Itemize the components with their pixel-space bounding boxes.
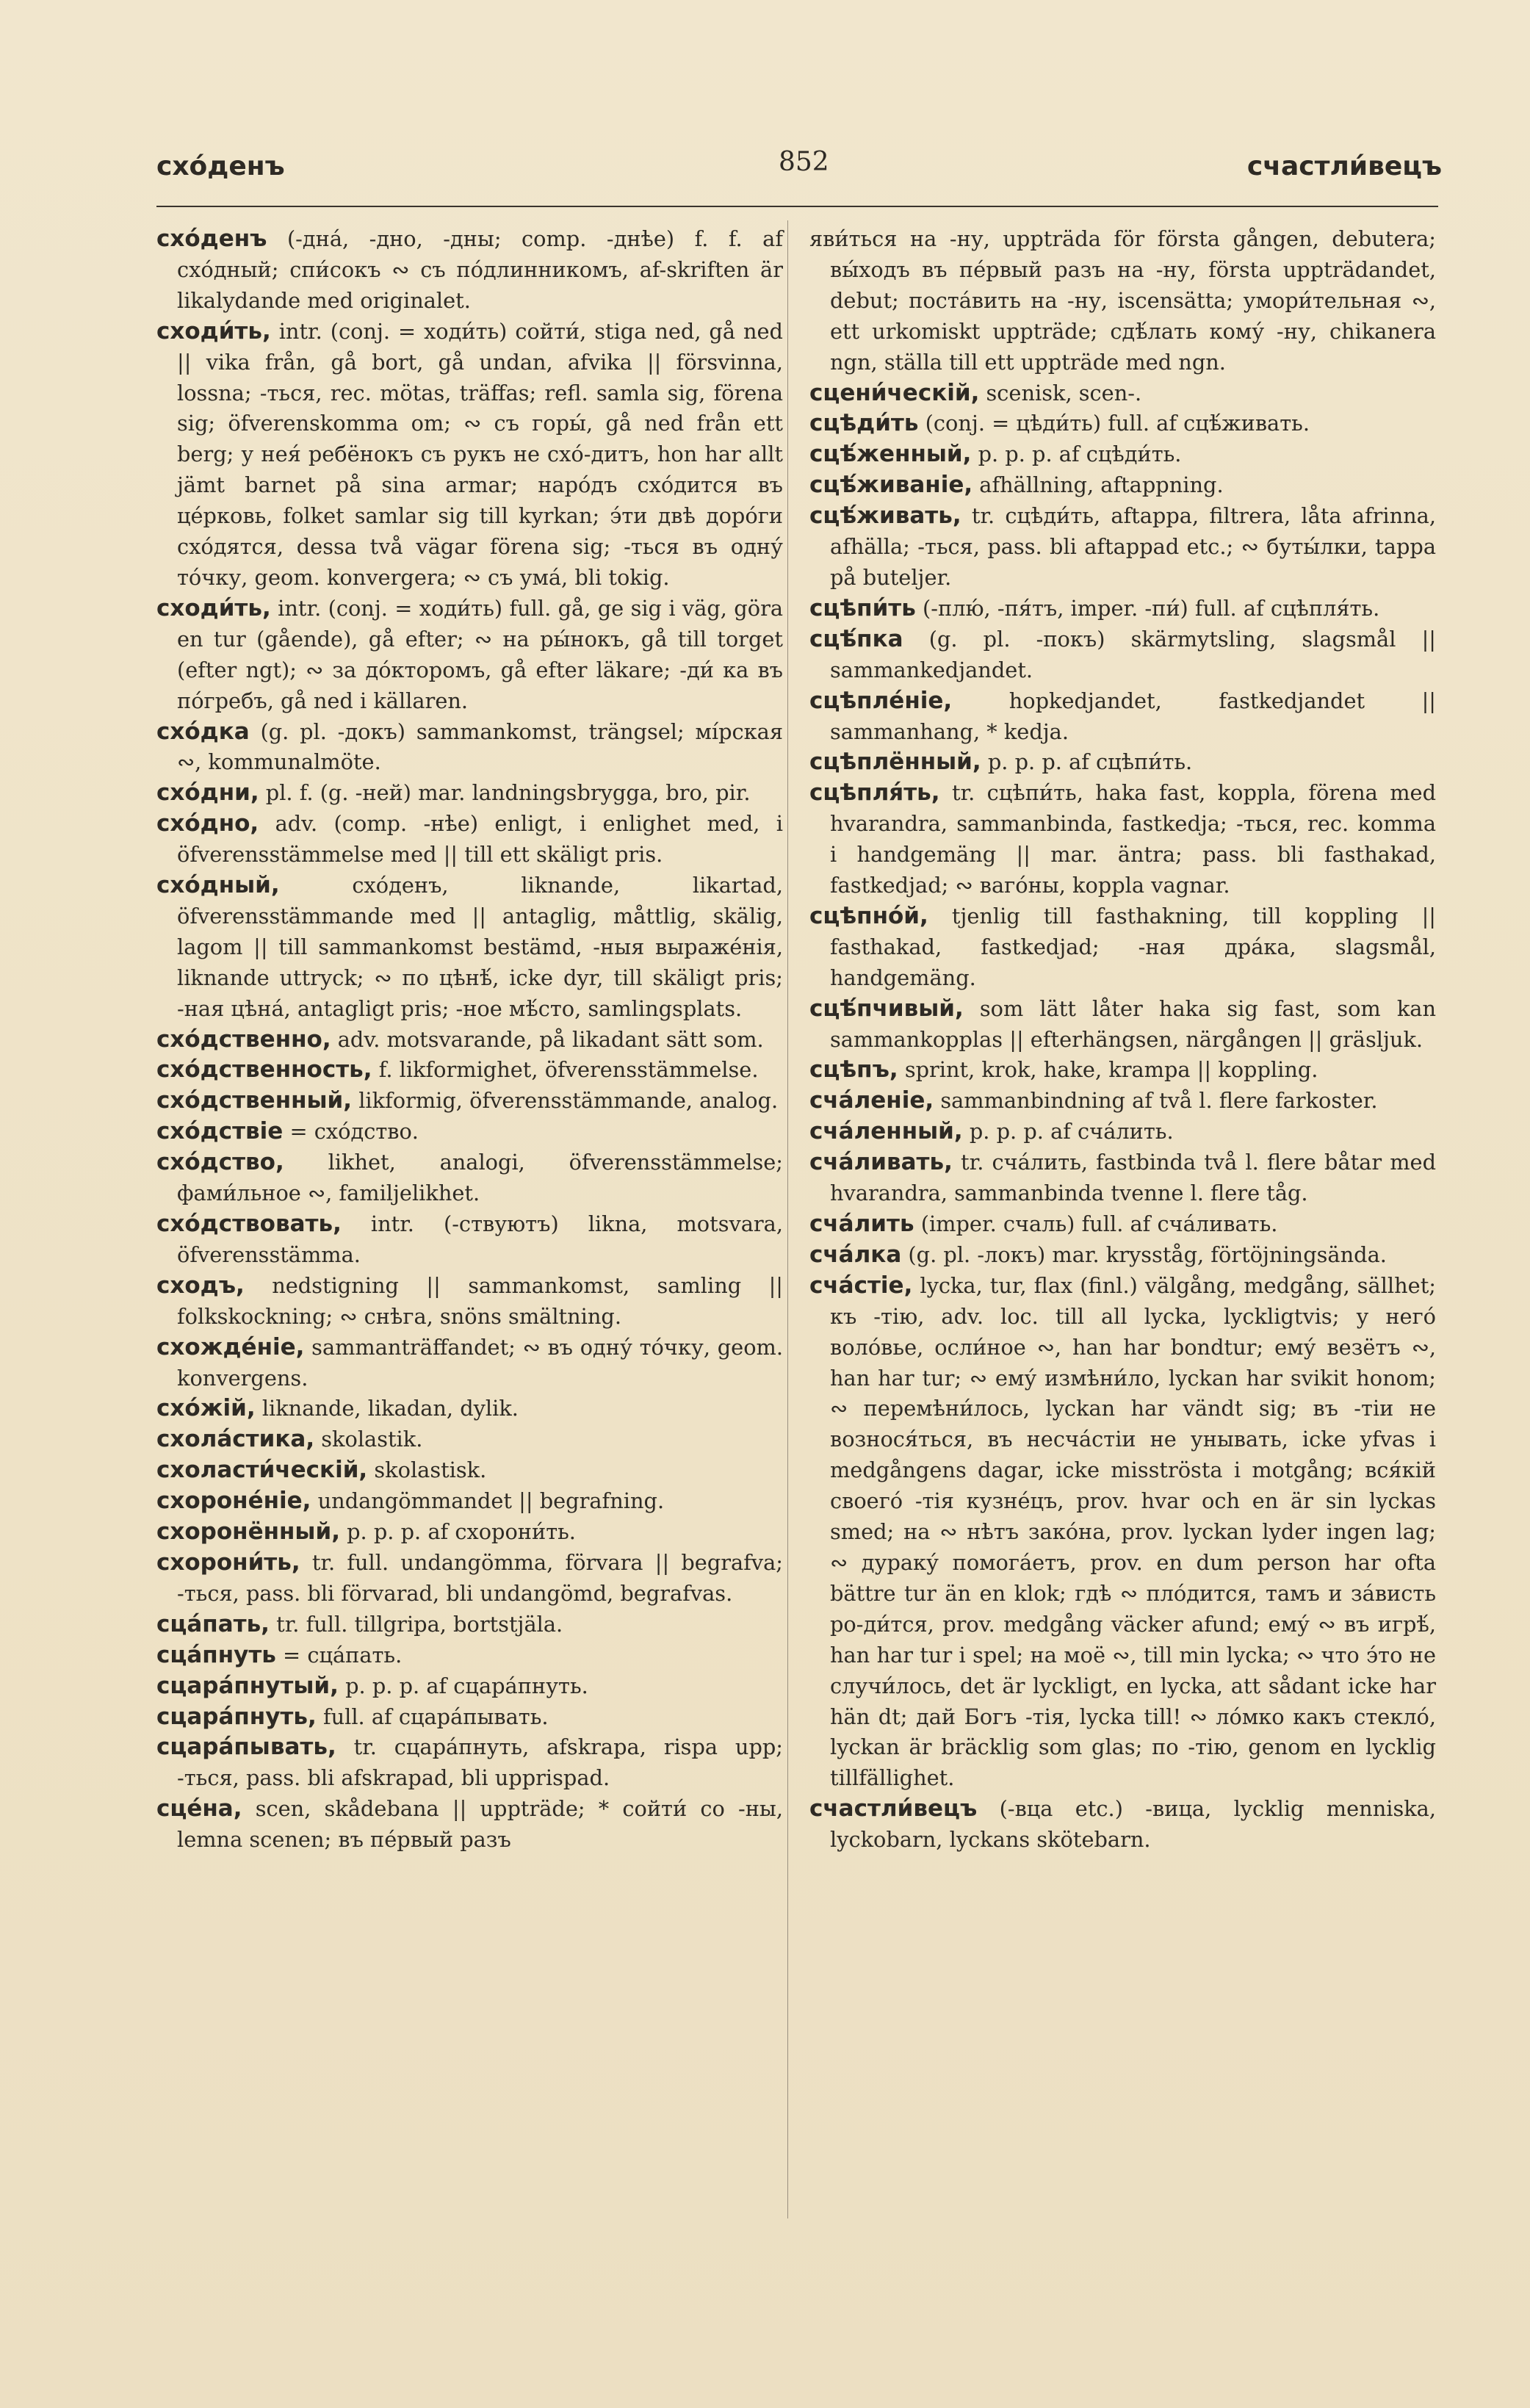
entry-headword: сходи́ть, — [156, 317, 271, 345]
dictionary-entry — [809, 408, 1436, 439]
entry-headword: схо́дствовать, — [156, 1211, 342, 1237]
dictionary-entry — [156, 1455, 783, 1486]
dictionary-entry — [156, 1025, 783, 1056]
dictionary-entry — [156, 1086, 783, 1117]
dictionary-entry — [156, 1055, 783, 1086]
entry-headword: сходъ, — [156, 1272, 245, 1299]
entry-definition: afhällning, aftappning. — [979, 472, 1224, 498]
dictionary-entry — [156, 1394, 783, 1424]
entry-headword: схорони́ть, — [156, 1549, 300, 1576]
dictionary-entry — [809, 439, 1436, 470]
entry-definition: sprint, krok, hake, krampa || koppling. — [904, 1057, 1318, 1083]
entry-headword: сча́лка — [809, 1241, 902, 1268]
entry-headword: сцара́пнутый, — [156, 1672, 339, 1699]
entry-definition: scenisk, scen-. — [986, 380, 1142, 405]
dictionary-entry — [809, 686, 1436, 748]
entry-definition: intr. (-ствуютъ) likna, motsvara, öfverensstämma. — [177, 1211, 783, 1267]
entry-definition: skolastisk. — [374, 1457, 487, 1483]
entry-headword: сча́стіе, — [809, 1272, 913, 1299]
dictionary-entry — [156, 1548, 783, 1609]
entry-headword: сцара́пнуть, — [156, 1703, 317, 1730]
dictionary-entry — [156, 224, 783, 317]
entry-headword: схо́дственность, — [156, 1056, 372, 1084]
entry-definition: likhet, analogi, öfverensstämmelse; фами́льное ∾, familjelikhet. — [177, 1150, 783, 1206]
entry-headword: сцѣплённый, — [809, 749, 981, 776]
entry-definition: (-дна́, -дно, -дны; comp. -днѣе) f. f. af схо́дный; спи́сокъ ∾ съ по́длинникомъ, af-skriften är likalydande med originalet. — [177, 226, 783, 313]
entry-headword: схола́стика, — [156, 1426, 315, 1453]
dictionary-entry — [809, 378, 1436, 409]
running-head-right: счастли́вецъ — [1246, 151, 1442, 181]
dictionary-entry — [156, 1671, 783, 1702]
entry-definition: tjenlig till fasthakning, till koppling || fasthakad, fastkedjad; -ная дра́ка, slagsmål, handgemäng. — [830, 903, 1436, 990]
page-number: 852 — [779, 147, 829, 177]
entry-definition: som lätt låter haka sig fast, som kan sammankopplas || efterhängsen, närgången || gräsljuk. — [830, 995, 1437, 1052]
dictionary-entry — [809, 501, 1436, 594]
entry-headword: сча́лить — [809, 1211, 914, 1237]
running-head-left: схо́денъ — [156, 151, 285, 181]
entry-headword: сцѣпи́ть — [809, 594, 916, 621]
entry-headword: схожде́ніе, — [156, 1333, 305, 1360]
dictionary-entry — [809, 747, 1436, 778]
dictionary-entry — [156, 870, 783, 1025]
dictionary-entry — [156, 1609, 783, 1640]
dictionary-entry — [809, 594, 1436, 624]
entry-headword: схоласти́ческій, — [156, 1457, 368, 1484]
entry-definition: hopkedjandet, fastkedjandet || sammanhang, * kedja. — [830, 688, 1436, 744]
dictionary-entry — [809, 778, 1436, 901]
dictionary-entry — [809, 470, 1436, 501]
dictionary-entry — [809, 1271, 1436, 1794]
entry-definition: = сца́пать. — [283, 1642, 403, 1668]
left-column — [156, 224, 783, 1856]
entry-headword: сцѣ́пка — [809, 625, 903, 652]
dictionary-entry — [156, 1640, 783, 1671]
entry-definition: схо́денъ, liknande, likartad, öfverensstämmande med || antaglig, måttlig, skälig, lagom || till sammankomst bestämd, -ныя выраже́нія, liknande uttryck; ∾ по цѣнѣ́, icke dyr, till skäligt pris; -ная цѣна́, antagligt pris; -ное мѣ́сто, samlingsplats. — [177, 873, 783, 1021]
entry-headword: сцѣпно́й, — [809, 902, 928, 929]
dictionary-entry — [809, 1209, 1436, 1240]
dictionary-entry — [156, 1209, 783, 1271]
entry-definition: (g. pl. -локъ) mar. krysståg, förtöjningsända. — [908, 1241, 1387, 1267]
dictionary-entry — [156, 778, 783, 809]
dictionary-entry — [156, 1333, 783, 1394]
entry-headword: сходи́ть, — [156, 594, 271, 621]
entry-headword: схо́жій, — [156, 1395, 256, 1422]
entry-headword: схо́дствіе — [156, 1118, 284, 1145]
entry-headword: сцѣди́ть — [809, 410, 919, 437]
entry-headword: сца́пать, — [156, 1610, 270, 1637]
entry-headword: сцѣпле́ніе, — [809, 687, 953, 714]
entry-headword: сча́леніе, — [809, 1087, 934, 1114]
dictionary-entry — [809, 1117, 1436, 1147]
entry-definition: p. p. p. af сча́лить. — [969, 1119, 1174, 1144]
entry-definition: tr. full. tillgripa, bortstjäla. — [276, 1611, 563, 1637]
entry-definition: (g. pl. -покъ) skärmytsling, slagsmål || sammankedjandet. — [830, 626, 1436, 682]
entry-headword: сча́ленный, — [809, 1118, 963, 1145]
entry-definition: tr. сцѣпи́ть, haka fast, koppla, förena med hvarandra, sammanbinda, fastkedja; -ться, rec. komma i handgemäng || mar. äntra; pass. bli fasthakad, fastkedjad; ∾ ваго́ны, koppla vagnar. — [830, 780, 1437, 898]
column-separator — [787, 220, 788, 2218]
entry-definition: intr. (conj. = ходи́ть) full. gå, ge sig i väg, göra en tur (gående), gå efter; ∾ на ры́нокъ, gå till torget (efter ngt); ∾ за до́кторомъ, gå efter läkare; -ди́ ка въ по́гребъ, gå ned i källaren. — [177, 595, 784, 713]
entry-definition: sammanträffandet; ∾ въ одну́ то́чку, geom. konvergens. — [177, 1334, 784, 1391]
entry-headword: схо́дство, — [156, 1149, 284, 1176]
entry-definition: nedstigning || sammankomst, samling || folkskockning; ∾ снѣга, snöns smältning. — [177, 1272, 784, 1329]
dictionary-entry — [156, 1732, 783, 1794]
entry-definition: adv. motsvarande, på likadant sätt som. — [337, 1026, 764, 1052]
entry-definition: lycka, tur, flax (finl.) välgång, medgång, sällhet; къ -тію, adv. loc. till all lycka, lyckligtvis; у него́ воло́вье, осли́ное ∾, han har bondtur; ему́ везётъ ∾, han har tur; ∾ ему́ измѣни́ло, lyckan har svikit honom; ∾ перемѣни́лось, lyckan har vändt sig; въ -тіи не вознося́ться, въ несча́стіи не унывать, icke yfvas i medgångens dagar, icke misströsta i motgång; вся́кій своего́ -тія кузне́цъ, prov. hvar och en är sin lyckas smed; на ∾ нѣтъ зако́на, prov. lyckan lyder ingen lag; ∾ дураку́ помога́етъ, prov. en dum person har ofta bättre tur än en klok; гдѣ ∾ пло́дится, тамъ и за́висть ро-ди́тся, prov. medgång väcker afund; ему́ ∾ въ игрѣ́, han har tur i spel; на моё ∾, till min lycka; ∾ что э́то не случи́лось, det är lyckligt, en lycka, att sådant icke har hän dt; дай Богъ -тія, lycka till! ∾ ло́мко какъ стекло́, lyckan är bräcklig som glas; по -тію, genom en lycklig tillfällighet. — [830, 1272, 1436, 1791]
entry-definition: undangömmandet || begrafning. — [317, 1488, 665, 1514]
entry-headword: сцара́пывать, — [156, 1734, 336, 1761]
entry-headword: сца́пнуть — [156, 1641, 276, 1668]
entry-definition: (g. pl. -докъ) sammankomst, trängsel; мі́рская ∾, kommunalmöte. — [177, 718, 783, 775]
entry-definition: p. p. p. af сцѣди́ть. — [978, 441, 1182, 467]
dictionary-entry — [809, 1147, 1436, 1209]
entry-definition: p. p. p. af сцара́пнуть. — [345, 1673, 588, 1698]
dictionary-entry — [156, 1147, 783, 1209]
entry-headword: сцѣ́живать, — [809, 502, 961, 530]
entry-definition: p. p. p. af схорони́ть. — [347, 1519, 576, 1545]
entry-headword: сцѣ́пчивый, — [809, 995, 964, 1022]
entry-headword: схо́дно, — [156, 810, 259, 837]
entry-headword: счастли́вецъ — [809, 1795, 978, 1823]
dictionary-entry — [156, 1702, 783, 1733]
dictionary-entry — [156, 1517, 783, 1548]
entry-headword: схо́дни, — [156, 779, 259, 807]
dictionary-entry — [809, 1055, 1436, 1086]
dictionary-entry — [809, 224, 1436, 378]
entry-definition: intr. (conj. = ходи́ть) сойти́, stiga ned, gå ned || vika från, gå bort, gå undan, afvika || försvinna, lossna; -ться, rec. mötas, träffas; refl. samla sig, förena sig; öfverenskomma om; ∾ съ горы́, gå ned från ett berg; у нея́ ребёнокъ съ рукъ не схо́-дитъ, hon har allt jämt barnet på sina armar; наро́дъ схо́дится въ це́рковь, folket samlar sig till kyrkan; э́ти двѣ доро́ги схо́дятся, dessa två vägar förena sig; -ться въ одну́ то́чку, geom. konvergera; ∾ съ ума́, bli tokig. — [177, 318, 783, 590]
dictionary-entry — [156, 317, 783, 594]
dictionary-entry — [809, 901, 1436, 994]
entry-definition: (conj. = цѣди́ть) full. af сцѣ́живать. — [925, 411, 1310, 436]
dictionary-entry — [156, 594, 783, 717]
entry-headword: сце́на, — [156, 1795, 242, 1823]
header-rule — [156, 206, 1438, 207]
entry-definition: adv. (comp. -нѣе) enligt, i enlighet med, i öfverensstämmelse med || till ett skäligt pris. — [177, 811, 783, 868]
entry-definition: likformig, öfverensstämmande, analog. — [358, 1088, 779, 1114]
entry-headword: сцѣ́живаніе, — [809, 472, 973, 499]
dictionary-entry — [809, 1240, 1436, 1271]
entry-definition: full. af сцара́пывать. — [322, 1704, 549, 1729]
entry-definition: f. likformighet, öfverensstämmelse. — [378, 1057, 759, 1083]
dictionary-entry — [156, 717, 783, 779]
entry-definition: sammanbindning af två l. flere farkoster. — [940, 1088, 1378, 1114]
right-column — [809, 224, 1436, 1856]
entry-definition: яви́ться на -ну, uppträda för första gången, debutera; вы́ходъ въ пе́рвый разъ на -ну, första uppträdandet, debut; поста́вить на -ну, iscensätta; умори́тельная ∾, ett urkomiskt uppträde; сдѣ́лать кому́ -ну, chikanera ngn, ställa till ett uppträde med ngn. — [809, 226, 1436, 375]
entry-headword: сцѣпъ, — [809, 1056, 898, 1084]
entry-headword: схо́дственно, — [156, 1025, 331, 1053]
entry-definition: tr. сцѣди́ть, aftappa, filtrera, låta afrinna, afhälla; -ться, pass. bli aftappad etc.; ∾ буты́лки, tappa på buteljer. — [830, 503, 1436, 590]
entry-definition: pl. f. (g. -ней) mar. landningsbrygga, bro, pir. — [265, 780, 751, 806]
entry-headword: схороне́ніе, — [156, 1488, 311, 1515]
entry-definition: p. p. p. af сцѣпи́ть. — [987, 749, 1193, 775]
entry-headword: сцени́ческій, — [809, 379, 980, 406]
entry-definition: liknande, likadan, dylik. — [261, 1396, 519, 1421]
dictionary-entry — [156, 809, 783, 870]
entry-definition: tr. сцара́пнуть, afskrapa, rispa upp; -ться, pass. bli afskrapad, bli upprispad. — [177, 1734, 784, 1791]
dictionary-entry — [156, 1486, 783, 1517]
entry-definition: tr. full. undangömma, förvara || begrafva; -ться, pass. bli förvarad, bli undangömd, begrafvas. — [177, 1549, 783, 1606]
dictionary-entry — [156, 1117, 783, 1147]
dictionary-entry — [809, 1794, 1436, 1856]
entry-definition: scen, skådebana || uppträde; * сойти́ со -ны, lemna scenen; въ пе́рвый разъ — [177, 1796, 784, 1853]
entry-headword: сцѣ́женный, — [809, 441, 972, 468]
entry-definition: (-вца etc.) -вица, lycklig menniska, lyckobarn, lyckans skötebarn. — [830, 1796, 1437, 1853]
entry-headword: схо́дный, — [156, 872, 280, 899]
entry-headword: схо́денъ — [156, 226, 267, 252]
entry-headword: сча́ливать, — [809, 1149, 953, 1176]
entry-definition: (-плю́, -пя́тъ, imper. -пи́) full. af сцѣпля́ть. — [923, 595, 1380, 621]
entry-definition: tr. сча́лить, fastbinda två l. flere båtar med hvarandra, sammanbinda tvenne l. flere tåg. — [830, 1150, 1437, 1206]
dictionary-entry — [809, 624, 1436, 686]
dictionary-entry — [809, 994, 1436, 1056]
entry-definition: = схо́дство. — [289, 1119, 419, 1144]
dictionary-entry — [156, 1424, 783, 1455]
entry-headword: схо́дственный, — [156, 1087, 353, 1114]
dictionary-entry — [156, 1271, 783, 1333]
dictionary-entry — [156, 1794, 783, 1856]
entry-headword: схо́дка — [156, 718, 250, 745]
dictionary-entry — [809, 1086, 1436, 1117]
entry-definition: (imper. счаль) full. af сча́ливать. — [920, 1211, 1278, 1236]
entry-definition: skolastik. — [321, 1427, 423, 1452]
entry-headword: схоронённый, — [156, 1518, 340, 1546]
entry-headword: сцѣпля́ть, — [809, 779, 940, 807]
